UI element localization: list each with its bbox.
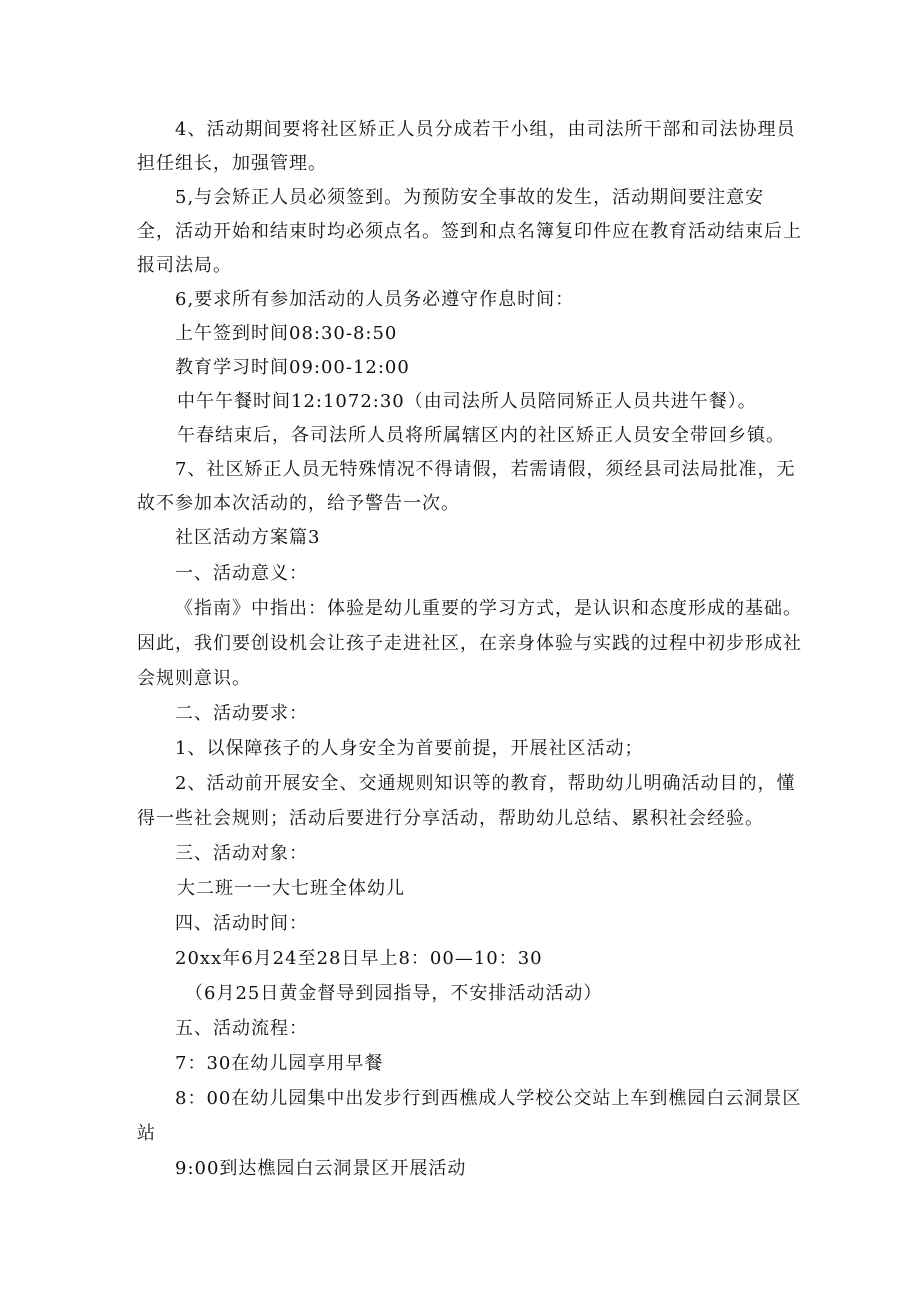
section-title: 社区活动方案篇3 xyxy=(175,527,321,548)
paragraph-line: 大二班一一大七班全体幼儿 xyxy=(177,878,405,899)
paragraph-line: 4、活动期间要将社区矫正人员分成若干小组，由司法所干部和司法协理员 xyxy=(175,119,796,140)
section-heading: 二、活动要求： xyxy=(175,703,308,724)
schedule-line: 教育学习时间09:00-12:00 xyxy=(175,357,410,378)
paragraph-line: 5,与会矫正人员必须签到。为预防安全事故的发生，活动期间要注意安 xyxy=(175,187,765,208)
paragraph-line: 故不参加本次活动的，给予警告一次。 xyxy=(137,493,460,514)
paragraph-line: 因此，我们要创设机会让孩子走进社区，在亲身体验与实践的过程中初步形成社 xyxy=(137,633,802,654)
list-item: 2、活动前开展安全、交通规则知识等的教育，帮助幼儿明确活动目的，懂 xyxy=(175,773,796,794)
schedule-line: 8：00在幼儿园集中出发步行到西樵成人学校公交站上车到樵园白云洞景区 xyxy=(175,1088,802,1109)
section-heading: 三、活动对象： xyxy=(175,843,308,864)
schedule-line: 中午午餐时间12:1072:30（由司法所人员陪同矫正人员共进午餐）。 xyxy=(177,391,757,412)
paragraph-line: 《指南》中指出：体验是幼儿重要的学习方式，是认识和态度形成的基础。 xyxy=(175,598,802,619)
paragraph-line: 报司法局。 xyxy=(137,255,232,276)
paragraph-line: 得一些社会规则；活动后要进行分享活动，帮助幼儿总结、累积社会经验。 xyxy=(137,808,764,829)
schedule-line: 20xx年6月24至28日早上8：00—10：30 xyxy=(175,948,543,969)
paragraph-line: 会规则意识。 xyxy=(137,668,251,689)
paragraph-line: 6,要求所有参加活动的人员务必遵守作息时间： xyxy=(175,289,575,310)
schedule-line: 9:00到达樵园白云洞景区开展活动 xyxy=(175,1158,467,1179)
paragraph-line: 午春结束后，各司法所人员将所属辖区内的社区矫正人员安全带回乡镇。 xyxy=(177,425,785,446)
paragraph-line: （6月25日黄金督导到园指导，不安排活动活动） xyxy=(185,983,603,1004)
list-item: 1、以保障孩子的人身安全为首要前提，开展社区活动； xyxy=(175,738,644,759)
schedule-line: 7：30在幼儿园享用早餐 xyxy=(175,1053,384,1074)
paragraph-line: 担任组长，加强管理。 xyxy=(137,153,327,174)
paragraph-line: 7、社区矫正人员无特殊情况不得请假，若需请假，须经县司法局批准，无 xyxy=(175,459,796,480)
schedule-line: 上午签到时间08:30-8:50 xyxy=(175,323,398,344)
paragraph-line: 站 xyxy=(137,1123,156,1144)
section-heading: 一、活动意义： xyxy=(175,563,308,584)
paragraph-line: 全，活动开始和结束时均必须点名。签到和点名簿复印件应在教育活动结束后上 xyxy=(137,221,802,242)
section-heading: 五、活动流程： xyxy=(175,1018,308,1039)
section-heading: 四、活动时间： xyxy=(175,913,308,934)
